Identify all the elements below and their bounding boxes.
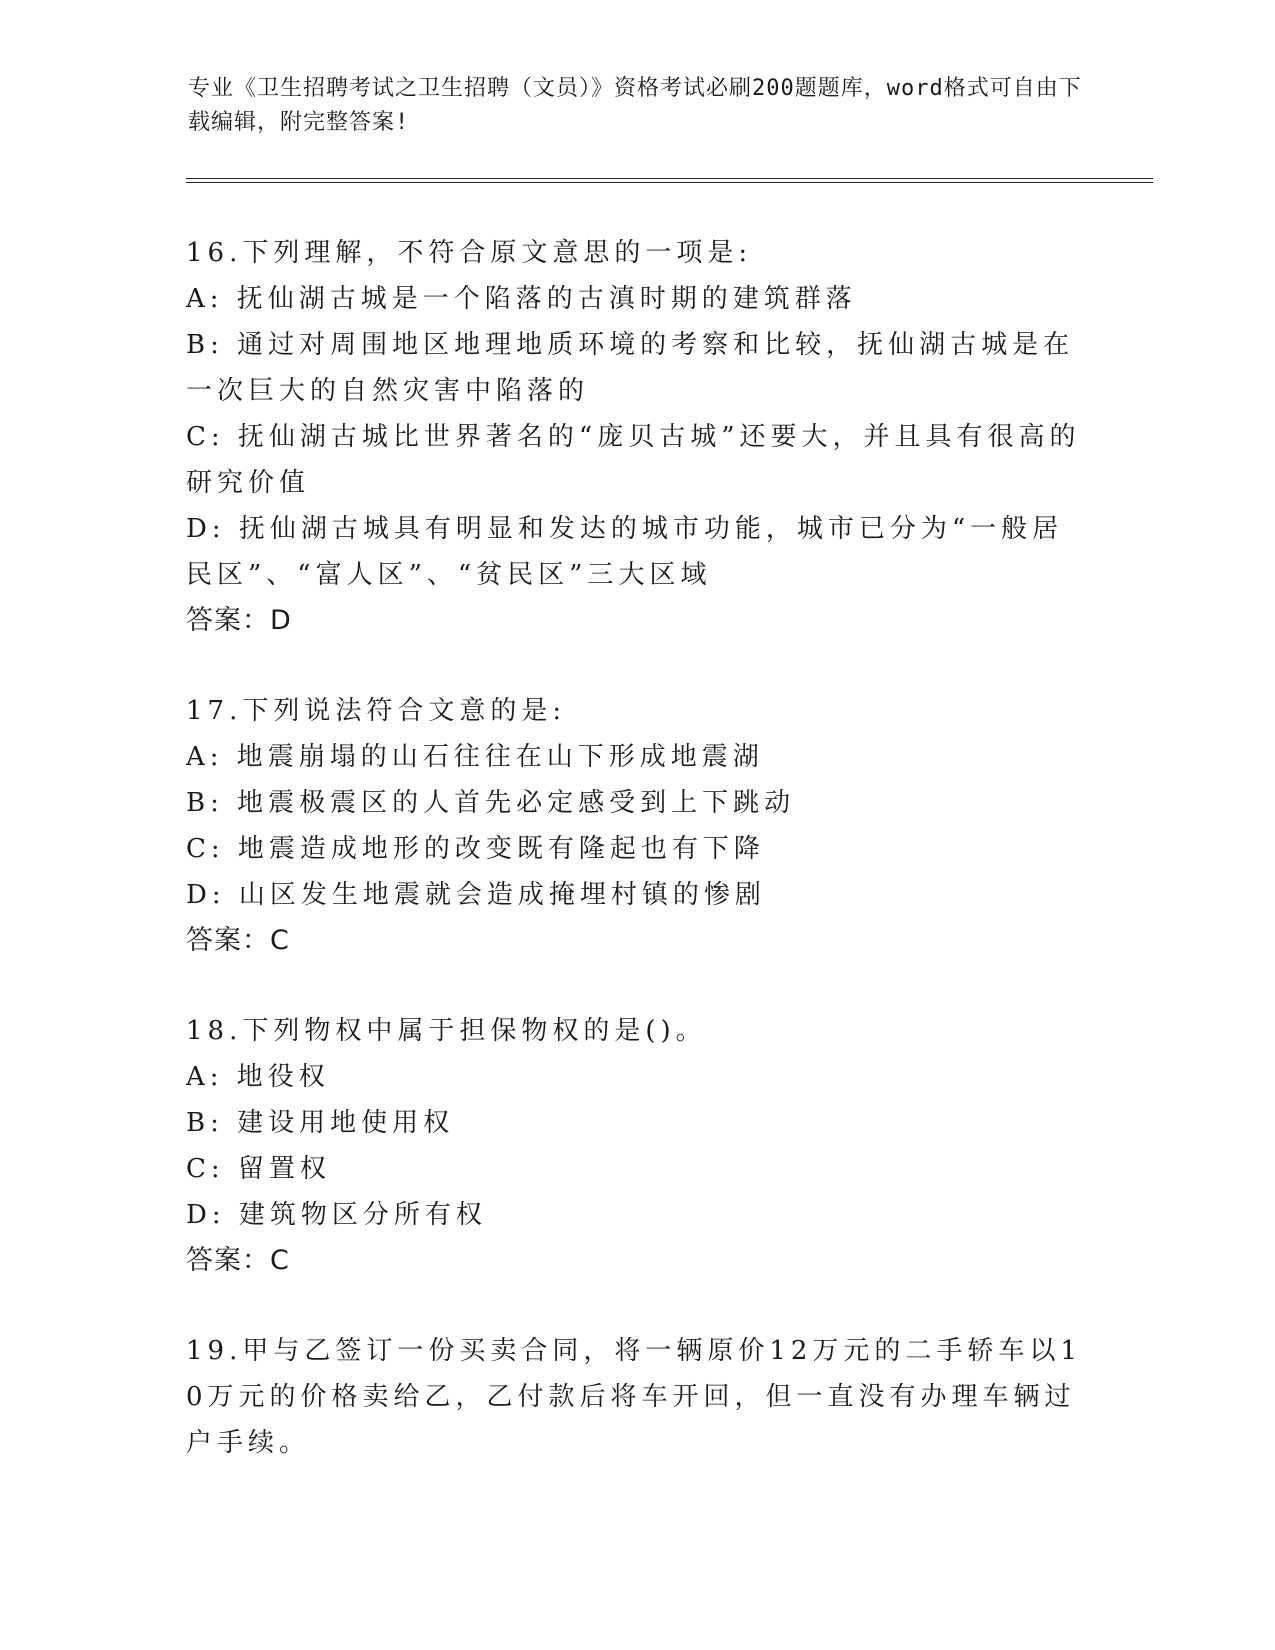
option-b: B: 地震极震区的人首先必定感受到上下跳动 xyxy=(186,788,796,818)
question-stem: 19.甲与乙签订一份买卖合同，将一辆原价12万元的二手轿车以10万元的价格卖给乙，乙付款后将车开回，但一直没有办理车辆过户手续。 xyxy=(186,1336,1082,1458)
document-header: 专业《卫生招聘考试之卫生招聘（文员）》资格考试必刷200题题库，word格式可自由下载编辑，附完整答案! xyxy=(188,76,1082,135)
question-stem: 16.下列理解，不符合原文意思的一项是: xyxy=(186,238,753,268)
question-stem: 18.下列物权中属于担保物权的是()。 xyxy=(186,1016,707,1046)
answer-text: 答案：D xyxy=(186,605,292,636)
option-c: C: 地震造成地形的改变既有隆起也有下降 xyxy=(186,834,765,864)
question-stem: 17.下列说法符合文意的是: xyxy=(186,696,567,726)
option-c: C: 抚仙湖古城比世界著名的“庞贝古城”还要大，并且具有很高的研究价值 xyxy=(186,422,1081,498)
header-divider xyxy=(186,178,1153,183)
option-a: A: 地震崩塌的山石往往在山下形成地震湖 xyxy=(186,742,764,772)
question-18 xyxy=(186,1008,1086,1284)
question-list xyxy=(186,230,1086,1510)
option-d: D: 山区发生地震就会造成掩埋村镇的惨剧 xyxy=(186,880,766,910)
option-d: D: 抚仙湖古城具有明显和发达的城市功能，城市已分为“一般居民区”、“富人区”、“贫民区”三大区域 xyxy=(186,514,1064,590)
question-17 xyxy=(186,688,1086,964)
answer-text: 答案：C xyxy=(186,925,290,956)
option-c: C: 留置权 xyxy=(186,1154,331,1184)
option-d: D: 建筑物区分所有权 xyxy=(186,1200,487,1230)
option-b: B: 建设用地使用权 xyxy=(186,1108,455,1138)
option-b: B: 通过对周围地区地理地质环境的考察和比较，抚仙湖古城是在一次巨大的自然灾害中陷落的 xyxy=(186,330,1075,406)
option-a: A: 抚仙湖古城是一个陷落的古滇时期的建筑群落 xyxy=(186,284,857,314)
question-19 xyxy=(186,1328,1086,1466)
question-16 xyxy=(186,230,1086,644)
answer-text: 答案：C xyxy=(186,1245,290,1276)
option-a: A: 地役权 xyxy=(186,1062,330,1092)
